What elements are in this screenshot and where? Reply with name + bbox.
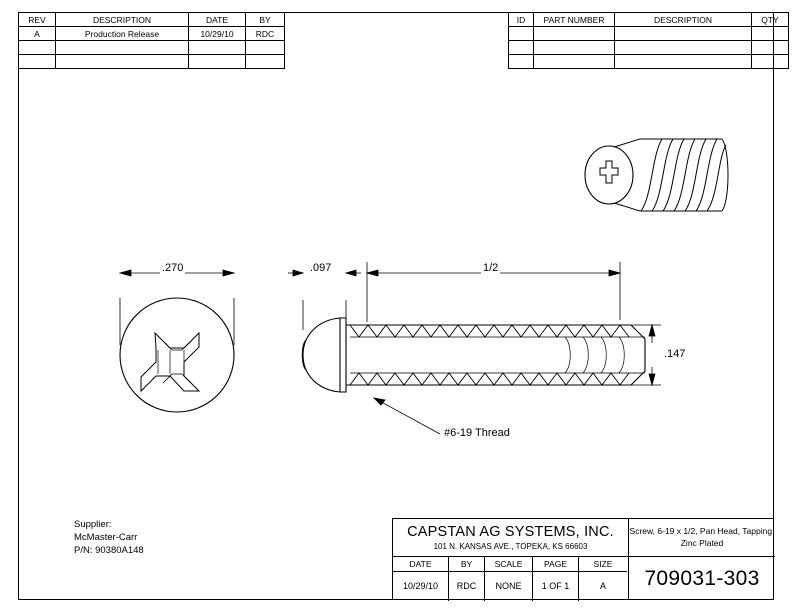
bom-cell-description	[615, 55, 752, 69]
supplier-label: Supplier:	[74, 519, 112, 530]
field-size-value: A	[599, 581, 606, 591]
bom-cell-part-number	[534, 41, 615, 55]
title-block-left	[393, 519, 629, 599]
revision-cell-rev	[19, 55, 56, 69]
bom-cell-id	[509, 41, 534, 55]
supplier-note	[74, 518, 144, 557]
bom-header-qty: QTY	[752, 13, 789, 27]
sheet-border	[18, 12, 774, 600]
field-page	[533, 557, 579, 601]
revision-cell-by: RDC	[246, 27, 285, 41]
bom-cell-id	[509, 27, 534, 41]
annotation-thread-callout: #6-19 Thread	[444, 427, 510, 439]
table-row	[509, 55, 789, 69]
part-number: 709031-303	[644, 567, 760, 590]
table-row	[509, 27, 789, 41]
field-by-value: RDC	[456, 581, 477, 591]
field-scale-header: SCALE	[485, 557, 532, 572]
revision-cell-by	[246, 55, 285, 69]
title-block-right	[629, 519, 775, 599]
revision-cell-rev: A	[19, 27, 56, 41]
bom-cell-id	[509, 55, 534, 69]
field-page-header: PAGE	[533, 557, 578, 572]
field-date-value: 10/29/10	[402, 581, 439, 591]
field-scale	[485, 557, 533, 601]
dimension-text-head-diameter: .270	[162, 262, 184, 274]
revision-cell-description: Production Release	[56, 27, 189, 41]
bom-header-part-number: PART NUMBER	[534, 13, 615, 27]
revision-cell-description	[56, 55, 189, 69]
supplier-part-number: P/N: 90380A148	[74, 545, 144, 556]
revision-cell-by	[246, 41, 285, 55]
title-block-fields	[393, 557, 628, 601]
table-row	[19, 27, 285, 41]
field-page-value: 1 OF 1	[541, 581, 570, 591]
supplier-name: McMaster-Carr	[74, 532, 138, 543]
revision-cell-description	[56, 41, 189, 55]
revision-header-by: BY	[246, 13, 285, 27]
title-block	[392, 518, 774, 600]
revision-cell-date	[189, 41, 246, 55]
bom-cell-part-number	[534, 27, 615, 41]
field-size	[579, 557, 627, 601]
field-date	[393, 557, 449, 601]
bom-header-row	[509, 13, 789, 27]
revision-cell-date: 10/29/10	[189, 27, 246, 41]
dimension-text-head-height: .097	[310, 262, 332, 274]
revision-table	[18, 12, 285, 69]
bom-cell-qty	[752, 41, 789, 55]
field-by-header: BY	[449, 557, 484, 572]
field-size-header: SIZE	[579, 557, 627, 572]
revision-header-row	[19, 13, 285, 27]
company-address: 101 N. KANSAS AVE., TOPEKA, KS 66603	[433, 542, 588, 551]
bom-cell-qty	[752, 55, 789, 69]
dimension-text-thread-diameter: .147	[664, 348, 686, 360]
field-date-header: DATE	[393, 557, 448, 572]
table-row	[509, 41, 789, 55]
bill-of-materials-table	[508, 12, 789, 69]
company-name: CAPSTAN AG SYSTEMS, INC.	[407, 524, 614, 540]
field-by	[449, 557, 485, 601]
part-description: Screw, 6-19 x 1/2, Pan Head, Tapping, Zinc Plated	[629, 519, 775, 557]
bom-header-description: DESCRIPTION	[615, 13, 752, 27]
field-scale-value: NONE	[495, 581, 522, 591]
table-row	[19, 55, 285, 69]
revision-header-description: DESCRIPTION	[56, 13, 189, 27]
bom-cell-description	[615, 27, 752, 41]
revision-header-date: DATE	[189, 13, 246, 27]
bom-cell-description	[615, 41, 752, 55]
bom-header-id: ID	[509, 13, 534, 27]
revision-cell-rev	[19, 41, 56, 55]
revision-header-rev: REV	[19, 13, 56, 27]
table-row	[19, 41, 285, 55]
company-block	[393, 519, 628, 557]
bom-cell-qty	[752, 27, 789, 41]
dimension-text-screw-length: 1/2	[483, 262, 499, 274]
revision-cell-date	[189, 55, 246, 69]
bom-cell-part-number	[534, 55, 615, 69]
